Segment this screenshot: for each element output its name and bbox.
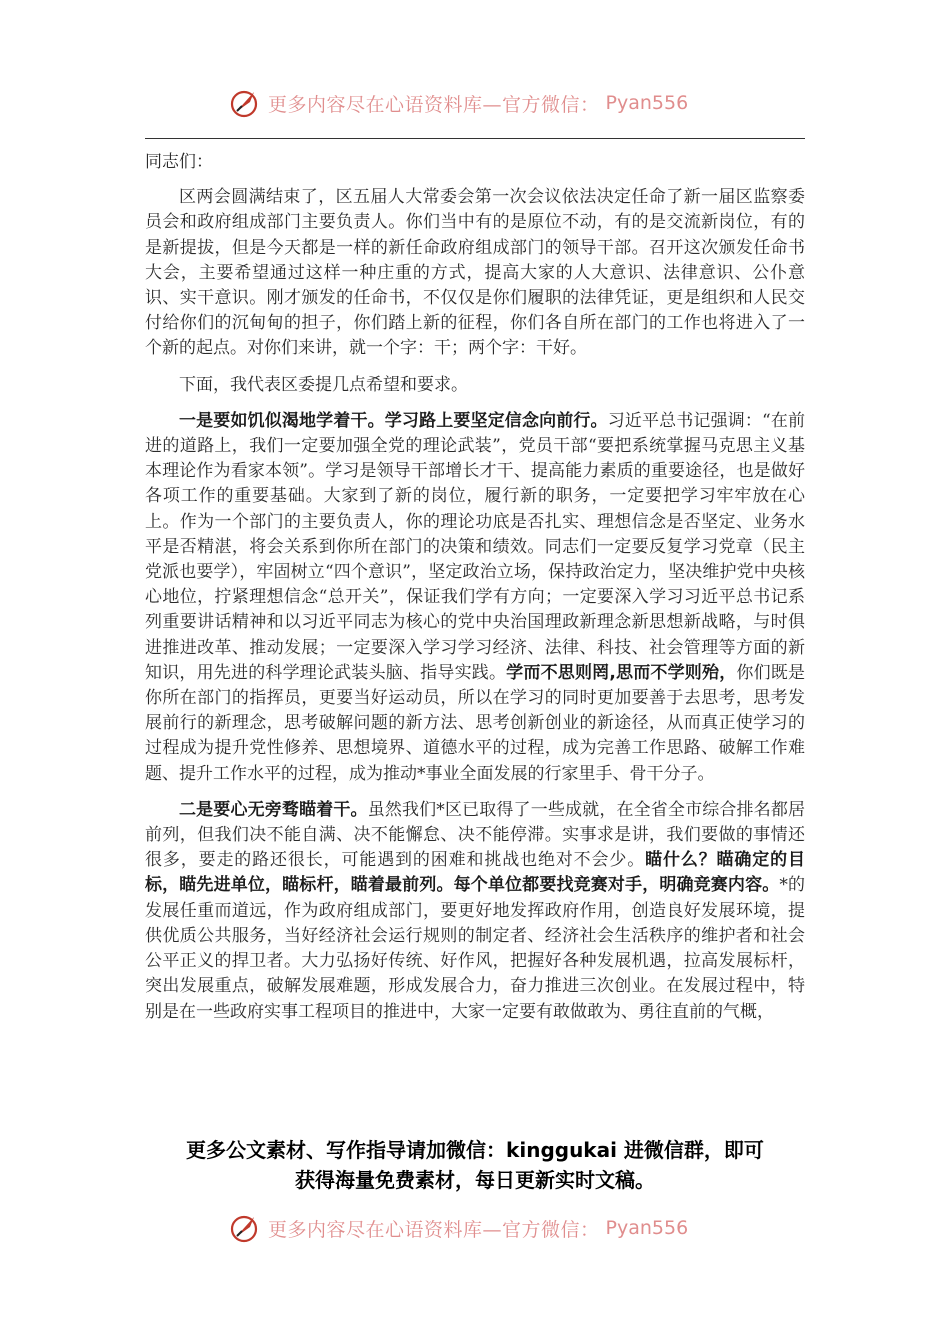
promo-block — [145, 1135, 805, 1195]
point-one-quote: 学而不思则罔,思而不学则殆， — [506, 662, 737, 683]
point-two-heading: 二是要心无旁骛瞄着干。 — [179, 799, 368, 820]
header-watermark — [228, 86, 688, 120]
quill-logo-icon — [228, 1211, 262, 1245]
header-watermark-text: 更多内容尽在心语资料库—官方微信： — [268, 93, 600, 116]
promo-line-1: 更多公文素材、写作指导请加微信：kinggukai 进微信群，即可 — [186, 1138, 764, 1162]
paragraph-intro: 区两会圆满结束了，区五届人大常委会第一次会议依法决定任命了新一届区监察委员会和政府组成部门主要负责人。你们当中有的是原位不动，有的是交流新岗位，有的是新提拔，但是今天都是一样的新任命政府组成部门的领导干部。召开这次颁发任命书大会，主要希望通过这样一种庄重的方式，提高大家的人大意识、法律意识、公仆意识、实干意识。刚才颁发的任命书，不仅仅是你们履职的法律凭证，更是组织和人民交付给你们的沉甸甸的担子，你们踏上新的征程，你们各自所在部门的工作也将进入了一个新的起点。对你们来讲，就一个字：干；两个字：干好。 — [145, 187, 805, 359]
document-body — [145, 150, 805, 1036]
footer-watermark-id: Pyan556 — [605, 1217, 689, 1239]
header-watermark-id: Pyan556 — [605, 92, 689, 114]
point-two-text: 虽然我们*区已取得了一些成就，在全省全市综合排名都居前列，但我们决不能自满、决不能懈怠、决不能停滞。实事求是讲，我们要做的事情还很多，要走的路还很长，可能遇到的困难和挑战也绝对不会少。 — [145, 799, 806, 871]
footer-watermark-text: 更多内容尽在心语资料库—官方微信： — [268, 1218, 600, 1241]
footer-watermark — [228, 1211, 688, 1245]
quill-logo-icon — [228, 86, 262, 120]
point-one-text: 习近平总书记强调：“在前进的道路上，我们一定要加强全党的理论武装”，党员干部“要把系统掌握马克思主义基本理论作为看家本领”。学习是领导干部增长才干、提高能力素质的重要途径，也是做好各项工作的重要基础。大家到了新的岗位，履行新的职务，一定要把学习牢牢放在心上。作为一个部门的主要负责人，你的理论功底是否扎实、理想信念是否坚定、业务水平是否精湛，将会关系到你所在部门的决策和绩效。同志们一定要反复学习党章（民主党派也要学），牢固树立“四个意识”，坚定政治立场，保持政治定力，坚决维护党中央核心地位，拧紧理想信念“总开关”，保证我们学有方向；一定要深入学习习近平总书记系列重要讲话精神和以习近平同志为核心的党中央治国理政新理念新思想新战略，与时俱进推进改革、推动发展；一定要深入学习学习经济、法律、科技、社会管理等方面的新知识，用先进的科学理论武装头脑、指导实践。 — [145, 410, 805, 683]
paragraph-transition: 下面，我代表区委提几点希望和要求。 — [179, 374, 468, 395]
paragraph-point-one — [145, 409, 805, 787]
point-one-heading: 一是要如饥似渴地学着干。学习路上要坚定信念向前行。 — [179, 410, 608, 431]
paragraph-point-two — [145, 798, 805, 1025]
salutation: 同志们： — [145, 152, 213, 172]
point-one-text-cont: 你们既是你所在部门的指挥员，更要当好运动员，所以在学习的同时更加要善于去思考，思考发展前行的新理念，思考破解问题的新方法、思考创新创业的新途径，从而真正使学习的过程成为提升党性修养、思想境界、道德水平的过程，成为完善工作思路、破解工作难题、提升工作水平的过程，成为推动*事业全面发展的行家里手、骨干分子。 — [145, 662, 806, 784]
header-divider — [145, 138, 805, 139]
point-two-text-cont: *的发展任重而道远，作为政府组成部门，要更好地发挥政府作用，创造良好发展环境，提供优质公共服务，当好经济社会运行规则的制定者、经济社会生活秩序的维护者和社会公平正义的捍卫者。大力弘扬好传统、好作风，把握好各种发展机遇，拉高发展标杆，突出发展重点，破解发展难题，形成发展合力，奋力推进三次创业。在发展过程中，特别是在一些政府实事工程项目的推进中，大家一定要有敢做敢为、勇往直前的气概， — [145, 875, 806, 1022]
promo-line-2: 获得海量免费素材，每日更新实时文稿。 — [295, 1168, 655, 1192]
point-two-emphasis: 瞄什么？瞄确定的目标，瞄先进单位，瞄标杆，瞄着最前列。每个单位都要找竞赛对手，明确竞赛内容。 — [145, 850, 806, 896]
